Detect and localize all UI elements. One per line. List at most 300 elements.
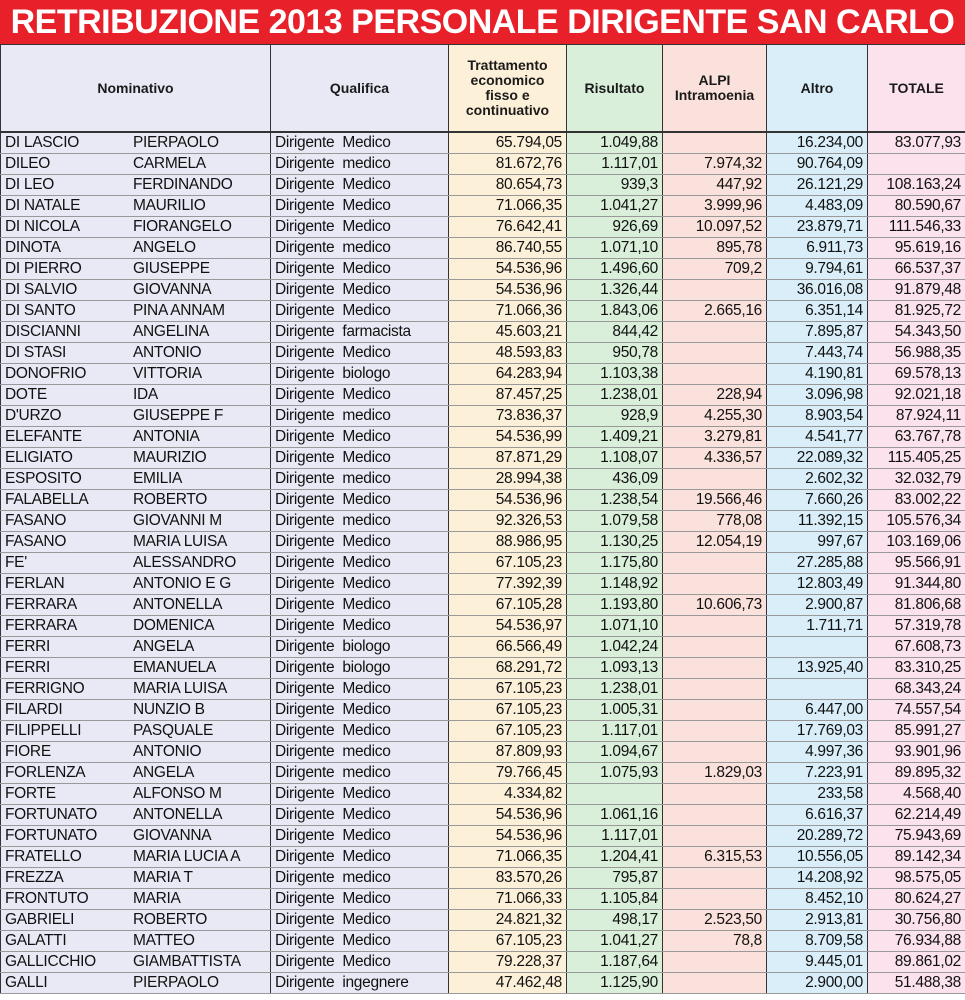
- firstname: ROBERTO: [133, 911, 207, 928]
- cell-alpi: [663, 700, 767, 721]
- surname: FORTUNATO: [5, 806, 98, 823]
- firstname: MARIA LUISA: [133, 533, 228, 550]
- cell-totale: 51.488,38: [868, 973, 965, 994]
- cell-qualifica: Dirigente Medico: [271, 847, 449, 868]
- cell-alpi: [663, 721, 767, 742]
- surname: FIORE: [5, 743, 51, 760]
- table-row: [1, 721, 965, 742]
- cell-nominativo: [1, 637, 271, 658]
- cell-altro: 7.443,74: [767, 343, 868, 364]
- cell-nominativo: [1, 217, 271, 238]
- cell-alpi: [663, 889, 767, 910]
- surname: DILEO: [5, 155, 51, 172]
- table-row: [1, 679, 965, 700]
- cell-trattamento: 79.766,45: [449, 763, 567, 784]
- firstname: GIOVANNI M: [133, 512, 222, 529]
- cell-totale: 56.988,35: [868, 343, 965, 364]
- cell-altro: 36.016,08: [767, 280, 868, 301]
- cell-risultato: 498,17: [567, 910, 663, 931]
- cell-trattamento: 71.066,33: [449, 889, 567, 910]
- cell-risultato: 1.117,01: [567, 721, 663, 742]
- cell-trattamento: 71.066,35: [449, 847, 567, 868]
- cell-alpi: [663, 364, 767, 385]
- cell-totale: 83.077,93: [868, 132, 965, 154]
- cell-qualifica: Dirigente Medico: [271, 952, 449, 973]
- cell-alpi: 447,92: [663, 175, 767, 196]
- cell-qualifica: Dirigente Medico: [271, 259, 449, 280]
- cell-altro: [767, 637, 868, 658]
- table-row: [1, 322, 965, 343]
- cell-qualifica: Dirigente medico: [271, 868, 449, 889]
- cell-trattamento: 71.066,36: [449, 301, 567, 322]
- cell-alpi: 3.279,81: [663, 427, 767, 448]
- table-row: [1, 637, 965, 658]
- cell-alpi: 778,08: [663, 511, 767, 532]
- header-alpi-line: ALPI: [698, 72, 731, 88]
- surname: FORTUNATO: [5, 827, 98, 844]
- header-trattamento: [449, 45, 567, 133]
- cell-risultato: 926,69: [567, 217, 663, 238]
- cell-qualifica: Dirigente medico: [271, 154, 449, 175]
- cell-trattamento: 54.536,96: [449, 826, 567, 847]
- firstname: PINA ANNAM: [133, 302, 225, 319]
- cell-qualifica: Dirigente Medico: [271, 784, 449, 805]
- cell-nominativo: [1, 973, 271, 994]
- firstname: PIERPAOLO: [133, 134, 219, 151]
- cell-nominativo: [1, 553, 271, 574]
- surname: FRONTUTO: [5, 890, 89, 907]
- firstname: ALESSANDRO: [133, 554, 236, 571]
- cell-trattamento: 83.570,26: [449, 868, 567, 889]
- cell-nominativo: [1, 784, 271, 805]
- surname: ELEFANTE: [5, 428, 82, 445]
- cell-totale: 89.895,32: [868, 763, 965, 784]
- cell-qualifica: Dirigente Medico: [271, 910, 449, 931]
- header-totale: TOTALE: [868, 45, 965, 133]
- cell-altro: 11.392,15: [767, 511, 868, 532]
- cell-nominativo: [1, 805, 271, 826]
- cell-alpi: 2.665,16: [663, 301, 767, 322]
- cell-nominativo: [1, 721, 271, 742]
- cell-trattamento: 71.066,35: [449, 196, 567, 217]
- firstname: GIOVANNA: [133, 281, 212, 298]
- cell-totale: 95.566,91: [868, 553, 965, 574]
- cell-altro: 6.447,00: [767, 700, 868, 721]
- cell-nominativo: [1, 700, 271, 721]
- cell-altro: [767, 679, 868, 700]
- surname: DI NATALE: [5, 197, 81, 214]
- cell-risultato: 1.117,01: [567, 826, 663, 847]
- firstname: ANTONIO E G: [133, 575, 232, 592]
- cell-altro: 3.096,98: [767, 385, 868, 406]
- cell-alpi: [663, 553, 767, 574]
- cell-trattamento: 80.654,73: [449, 175, 567, 196]
- cell-trattamento: 54.536,96: [449, 805, 567, 826]
- surname: D'URZO: [5, 407, 62, 424]
- cell-alpi: 10.097,52: [663, 217, 767, 238]
- firstname: GIUSEPPE F: [133, 407, 224, 424]
- cell-risultato: 1.093,13: [567, 658, 663, 679]
- surname: FILARDI: [5, 701, 63, 718]
- cell-totale: 74.557,54: [868, 700, 965, 721]
- cell-qualifica: Dirigente ingegnere: [271, 973, 449, 994]
- firstname: ALFONSO M: [133, 785, 222, 802]
- table-row: [1, 700, 965, 721]
- table-row: [1, 196, 965, 217]
- header-alpi: [663, 45, 767, 133]
- cell-altro: 17.769,03: [767, 721, 868, 742]
- cell-totale: 67.608,73: [868, 637, 965, 658]
- cell-nominativo: [1, 847, 271, 868]
- table-row: [1, 280, 965, 301]
- cell-risultato: 1.409,21: [567, 427, 663, 448]
- surname: DINOTA: [5, 239, 61, 256]
- cell-totale: 108.163,24: [868, 175, 965, 196]
- cell-altro: 4.483,09: [767, 196, 868, 217]
- cell-totale: 95.619,16: [868, 238, 965, 259]
- cell-alpi: 19.566,46: [663, 490, 767, 511]
- cell-trattamento: 65.794,05: [449, 132, 567, 154]
- cell-totale: 115.405,25: [868, 448, 965, 469]
- header-altro: Altro: [767, 45, 868, 133]
- cell-risultato: 1.075,93: [567, 763, 663, 784]
- cell-risultato: 1.130,25: [567, 532, 663, 553]
- firstname: ROBERTO: [133, 491, 207, 508]
- firstname: FERDINANDO: [133, 176, 233, 193]
- firstname: MARIA: [133, 890, 181, 907]
- cell-totale: 85.991,27: [868, 721, 965, 742]
- cell-altro: 233,58: [767, 784, 868, 805]
- cell-risultato: 1.238,54: [567, 490, 663, 511]
- cell-qualifica: Dirigente Medico: [271, 217, 449, 238]
- cell-trattamento: 4.334,82: [449, 784, 567, 805]
- cell-altro: 2.900,00: [767, 973, 868, 994]
- cell-qualifica: Dirigente Medico: [271, 280, 449, 301]
- cell-alpi: [663, 742, 767, 763]
- table-row: [1, 805, 965, 826]
- cell-totale: 57.319,78: [868, 616, 965, 637]
- cell-alpi: 2.523,50: [663, 910, 767, 931]
- cell-altro: 4.541,77: [767, 427, 868, 448]
- firstname: PASQUALE: [133, 722, 214, 739]
- firstname: EMILIA: [133, 470, 183, 487]
- cell-risultato: 1.843,06: [567, 301, 663, 322]
- cell-nominativo: [1, 574, 271, 595]
- cell-alpi: 78,8: [663, 931, 767, 952]
- cell-nominativo: [1, 595, 271, 616]
- cell-trattamento: 54.536,96: [449, 259, 567, 280]
- header-trattamento-line: Trattamento: [467, 57, 548, 73]
- cell-trattamento: 54.536,97: [449, 616, 567, 637]
- cell-trattamento: 67.105,23: [449, 721, 567, 742]
- firstname: ANTONELLA: [133, 596, 223, 613]
- cell-altro: 9.445,01: [767, 952, 868, 973]
- cell-totale: 4.568,40: [868, 784, 965, 805]
- cell-risultato: 1.005,31: [567, 700, 663, 721]
- cell-nominativo: [1, 910, 271, 931]
- surname: FERLAN: [5, 575, 65, 592]
- cell-qualifica: Dirigente Medico: [271, 721, 449, 742]
- cell-nominativo: [1, 469, 271, 490]
- cell-alpi: [663, 973, 767, 994]
- table-row: [1, 154, 965, 175]
- cell-risultato: 1.193,80: [567, 595, 663, 616]
- table-body: [1, 132, 965, 994]
- table-row: [1, 826, 965, 847]
- cell-nominativo: [1, 259, 271, 280]
- surname: GABRIELI: [5, 911, 75, 928]
- cell-alpi: [663, 469, 767, 490]
- cell-risultato: 1.187,64: [567, 952, 663, 973]
- salary-table-container: [0, 44, 965, 994]
- cell-risultato: 844,42: [567, 322, 663, 343]
- cell-trattamento: 73.836,37: [449, 406, 567, 427]
- surname: DI NICOLA: [5, 218, 80, 235]
- firstname: VITTORIA: [133, 365, 202, 382]
- firstname: NUNZIO B: [133, 701, 205, 718]
- cell-alpi: 12.054,19: [663, 532, 767, 553]
- surname: DI LEO: [5, 176, 55, 193]
- cell-alpi: [663, 637, 767, 658]
- cell-altro: 23.879,71: [767, 217, 868, 238]
- table-row: [1, 616, 965, 637]
- cell-totale: 66.537,37: [868, 259, 965, 280]
- header-trattamento-line: fisso e: [485, 87, 530, 103]
- cell-risultato: 1.079,58: [567, 511, 663, 532]
- firstname: FIORANGELO: [133, 218, 232, 235]
- cell-totale: 80.590,67: [868, 196, 965, 217]
- surname: GALLI: [5, 974, 48, 991]
- cell-altro: 4.190,81: [767, 364, 868, 385]
- cell-qualifica: Dirigente biologo: [271, 658, 449, 679]
- cell-trattamento: 92.326,53: [449, 511, 567, 532]
- table-header: [1, 45, 965, 133]
- table-row: [1, 132, 965, 154]
- table-row: [1, 175, 965, 196]
- table-row: [1, 511, 965, 532]
- cell-trattamento: 67.105,28: [449, 595, 567, 616]
- cell-alpi: 709,2: [663, 259, 767, 280]
- cell-qualifica: Dirigente biologo: [271, 637, 449, 658]
- table-row: [1, 448, 965, 469]
- cell-altro: 20.289,72: [767, 826, 868, 847]
- firstname: PIERPAOLO: [133, 974, 219, 991]
- surname: FASANO: [5, 512, 67, 529]
- cell-nominativo: [1, 742, 271, 763]
- surname: FASANO: [5, 533, 67, 550]
- cell-risultato: 1.238,01: [567, 679, 663, 700]
- cell-qualifica: Dirigente Medico: [271, 343, 449, 364]
- cell-altro: 2.913,81: [767, 910, 868, 931]
- cell-alpi: [663, 826, 767, 847]
- cell-nominativo: [1, 132, 271, 154]
- header-row: [1, 45, 965, 133]
- cell-trattamento: 87.457,25: [449, 385, 567, 406]
- header-trattamento-line: economico: [470, 72, 545, 88]
- cell-nominativo: [1, 511, 271, 532]
- page-title: RETRIBUZIONE 2013 PERSONALE DIRIGENTE SAN CARLO: [0, 0, 965, 44]
- cell-totale: 89.142,34: [868, 847, 965, 868]
- surname: DI STASI: [5, 344, 67, 361]
- table-row: [1, 532, 965, 553]
- cell-nominativo: [1, 868, 271, 889]
- cell-altro: 6.911,73: [767, 238, 868, 259]
- surname: FERRIGNO: [5, 680, 85, 697]
- surname: FERRI: [5, 638, 51, 655]
- table-row: [1, 742, 965, 763]
- cell-totale: 63.767,78: [868, 427, 965, 448]
- cell-altro: 1.711,71: [767, 616, 868, 637]
- cell-trattamento: 67.105,23: [449, 931, 567, 952]
- cell-altro: 9.794,61: [767, 259, 868, 280]
- surname: FE': [5, 554, 27, 571]
- surname: DONOFRIO: [5, 365, 87, 382]
- cell-risultato: 1.071,10: [567, 238, 663, 259]
- cell-qualifica: Dirigente Medico: [271, 132, 449, 154]
- cell-altro: 8.903,54: [767, 406, 868, 427]
- table-row: [1, 259, 965, 280]
- header-nominativo: Nominativo: [1, 45, 271, 133]
- cell-trattamento: 54.536,99: [449, 427, 567, 448]
- cell-nominativo: [1, 763, 271, 784]
- cell-altro: 7.660,26: [767, 490, 868, 511]
- cell-altro: 997,67: [767, 532, 868, 553]
- table-row: [1, 595, 965, 616]
- cell-qualifica: Dirigente Medico: [271, 385, 449, 406]
- cell-trattamento: 76.642,41: [449, 217, 567, 238]
- cell-risultato: 1.103,38: [567, 364, 663, 385]
- cell-qualifica: Dirigente Medico: [271, 700, 449, 721]
- cell-trattamento: 64.283,94: [449, 364, 567, 385]
- cell-alpi: [663, 343, 767, 364]
- cell-totale: [868, 154, 965, 175]
- cell-trattamento: 79.228,37: [449, 952, 567, 973]
- cell-altro: 4.997,36: [767, 742, 868, 763]
- cell-totale: 81.806,68: [868, 595, 965, 616]
- cell-altro: 2.900,87: [767, 595, 868, 616]
- table-row: [1, 868, 965, 889]
- cell-nominativo: [1, 826, 271, 847]
- cell-alpi: [663, 658, 767, 679]
- cell-alpi: [663, 784, 767, 805]
- cell-risultato: 436,09: [567, 469, 663, 490]
- header-trattamento-line: continuativo: [465, 102, 550, 118]
- cell-alpi: [663, 805, 767, 826]
- cell-qualifica: Dirigente medico: [271, 511, 449, 532]
- cell-nominativo: [1, 889, 271, 910]
- cell-risultato: 1.326,44: [567, 280, 663, 301]
- cell-totale: 62.214,49: [868, 805, 965, 826]
- cell-risultato: 1.061,16: [567, 805, 663, 826]
- cell-nominativo: [1, 679, 271, 700]
- firstname: GIUSEPPE: [133, 260, 210, 277]
- header-risultato: Risultato: [567, 45, 663, 133]
- table-row: [1, 784, 965, 805]
- surname: FILIPPELLI: [5, 722, 82, 739]
- cell-trattamento: 67.105,23: [449, 679, 567, 700]
- cell-trattamento: 66.566,49: [449, 637, 567, 658]
- cell-risultato: 1.117,01: [567, 154, 663, 175]
- cell-altro: 8.452,10: [767, 889, 868, 910]
- cell-alpi: [663, 280, 767, 301]
- cell-altro: 22.089,32: [767, 448, 868, 469]
- firstname: MATTEO: [133, 932, 195, 949]
- cell-trattamento: 81.672,76: [449, 154, 567, 175]
- cell-risultato: 1.071,10: [567, 616, 663, 637]
- cell-trattamento: 87.871,29: [449, 448, 567, 469]
- cell-totale: 75.943,69: [868, 826, 965, 847]
- cell-risultato: 950,78: [567, 343, 663, 364]
- cell-totale: 91.344,80: [868, 574, 965, 595]
- cell-qualifica: Dirigente Medico: [271, 175, 449, 196]
- cell-nominativo: [1, 427, 271, 448]
- cell-totale: 103.169,06: [868, 532, 965, 553]
- surname: DI SANTO: [5, 302, 76, 319]
- cell-nominativo: [1, 931, 271, 952]
- table-row: [1, 490, 965, 511]
- cell-totale: 30.756,80: [868, 910, 965, 931]
- surname: FRATELLO: [5, 848, 82, 865]
- firstname: ANTONIO: [133, 344, 202, 361]
- cell-trattamento: 86.740,55: [449, 238, 567, 259]
- cell-risultato: 1.041,27: [567, 196, 663, 217]
- cell-risultato: 795,87: [567, 868, 663, 889]
- cell-nominativo: [1, 196, 271, 217]
- cell-qualifica: Dirigente Medico: [271, 826, 449, 847]
- table-row: [1, 910, 965, 931]
- cell-altro: 6.351,14: [767, 301, 868, 322]
- cell-altro: 16.234,00: [767, 132, 868, 154]
- table-row: [1, 301, 965, 322]
- cell-risultato: 1.049,88: [567, 132, 663, 154]
- cell-altro: 14.208,92: [767, 868, 868, 889]
- salary-table: [0, 44, 965, 994]
- cell-alpi: 3.999,96: [663, 196, 767, 217]
- header-alpi-line: Intramoenia: [674, 87, 755, 103]
- table-row: [1, 574, 965, 595]
- surname: FERRARA: [5, 617, 77, 634]
- cell-risultato: 1.496,60: [567, 259, 663, 280]
- cell-totale: 68.343,24: [868, 679, 965, 700]
- cell-alpi: 7.974,32: [663, 154, 767, 175]
- cell-trattamento: 54.536,96: [449, 490, 567, 511]
- cell-totale: 111.546,33: [868, 217, 965, 238]
- cell-risultato: 1.238,01: [567, 385, 663, 406]
- cell-nominativo: [1, 658, 271, 679]
- firstname: MAURILIO: [133, 197, 206, 214]
- cell-qualifica: Dirigente Medico: [271, 553, 449, 574]
- cell-alpi: [663, 574, 767, 595]
- cell-alpi: [663, 679, 767, 700]
- cell-altro: 90.764,09: [767, 154, 868, 175]
- cell-altro: 7.895,87: [767, 322, 868, 343]
- cell-nominativo: [1, 406, 271, 427]
- header-qualifica: Qualifica: [271, 45, 449, 133]
- cell-nominativo: [1, 448, 271, 469]
- table-row: [1, 553, 965, 574]
- table-row: [1, 469, 965, 490]
- cell-nominativo: [1, 532, 271, 553]
- cell-nominativo: [1, 154, 271, 175]
- surname: DISCIANNI: [5, 323, 81, 340]
- firstname: ANTONIA: [133, 428, 200, 445]
- cell-qualifica: Dirigente Medico: [271, 889, 449, 910]
- cell-nominativo: [1, 952, 271, 973]
- cell-alpi: 895,78: [663, 238, 767, 259]
- firstname: ANGELA: [133, 638, 195, 655]
- cell-totale: 98.575,05: [868, 868, 965, 889]
- surname: DI PIERRO: [5, 260, 82, 277]
